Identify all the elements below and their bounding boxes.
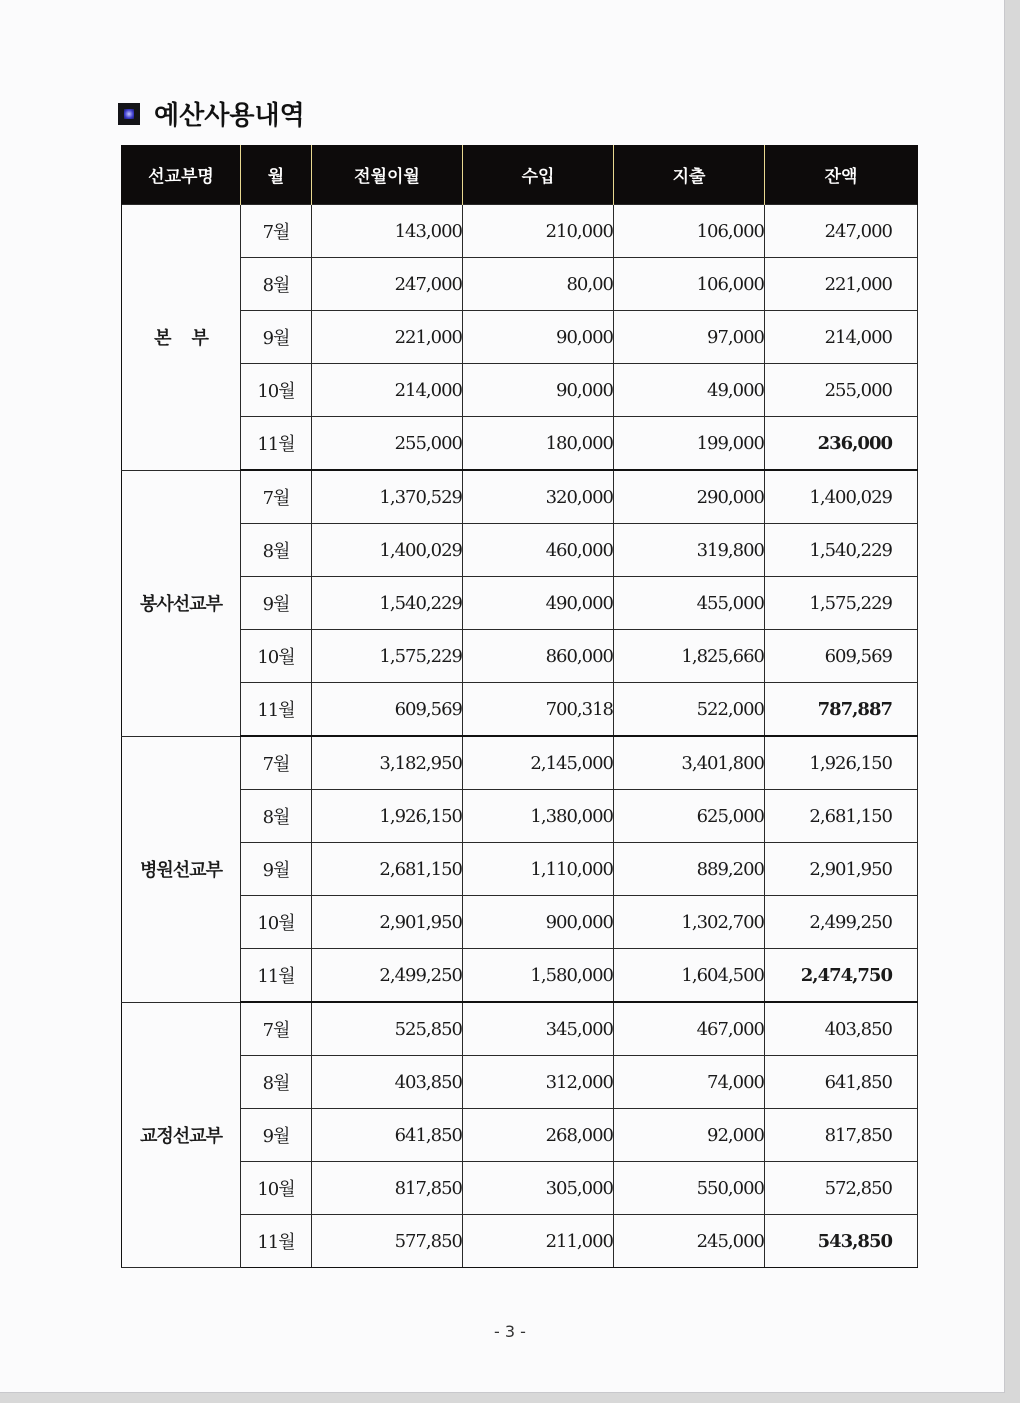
square-bullet-icon [118, 103, 140, 125]
expense-cell: 106,000 [614, 258, 765, 311]
table-row [122, 524, 918, 577]
month-cell: 7월 [241, 736, 312, 790]
table-row [122, 205, 918, 258]
table-row [122, 843, 918, 896]
month-cell: 11월 [241, 949, 312, 1003]
month-cell: 10월 [241, 630, 312, 683]
prev-carryover-cell: 1,400,029 [312, 524, 463, 577]
balance-cell: 221,000 [765, 258, 918, 311]
table-row [122, 736, 918, 790]
income-cell: 90,000 [463, 364, 614, 417]
header-prev-carryover: 전월이월 [312, 145, 463, 205]
income-cell: 1,110,000 [463, 843, 614, 896]
month-cell: 8월 [241, 258, 312, 311]
income-cell: 90,000 [463, 311, 614, 364]
balance-cell: 787,887 [765, 683, 918, 737]
table-row [122, 1002, 918, 1056]
table-row [122, 1162, 918, 1215]
dept-name-cell: 봉사선교부 [122, 470, 241, 736]
balance-cell: 2,681,150 [765, 790, 918, 843]
income-cell: 345,000 [463, 1002, 614, 1056]
table-row [122, 364, 918, 417]
table-row [122, 1109, 918, 1162]
month-cell: 10월 [241, 1162, 312, 1215]
month-cell: 11월 [241, 417, 312, 471]
prev-carryover-cell: 641,850 [312, 1109, 463, 1162]
balance-cell: 572,850 [765, 1162, 918, 1215]
income-cell: 312,000 [463, 1056, 614, 1109]
prev-carryover-cell: 525,850 [312, 1002, 463, 1056]
balance-cell: 247,000 [765, 205, 918, 258]
dept-name-cell: 병원선교부 [122, 736, 241, 1002]
balance-cell: 609,569 [765, 630, 918, 683]
income-cell: 860,000 [463, 630, 614, 683]
expense-cell: 199,000 [614, 417, 765, 471]
expense-cell: 319,800 [614, 524, 765, 577]
balance-cell: 1,540,229 [765, 524, 918, 577]
prev-carryover-cell: 1,540,229 [312, 577, 463, 630]
header-balance: 잔액 [765, 145, 918, 205]
expense-cell: 550,000 [614, 1162, 765, 1215]
table-row [122, 1215, 918, 1268]
table-row [122, 683, 918, 737]
expense-cell: 1,302,700 [614, 896, 765, 949]
header-dept: 선교부명 [122, 145, 241, 205]
month-cell: 8월 [241, 524, 312, 577]
expense-cell: 522,000 [614, 683, 765, 737]
balance-cell: 1,926,150 [765, 736, 918, 790]
month-cell: 9월 [241, 311, 312, 364]
balance-cell: 641,850 [765, 1056, 918, 1109]
dept-name-cell: 교정선교부 [122, 1002, 241, 1268]
section-heading [118, 95, 305, 132]
income-cell: 305,000 [463, 1162, 614, 1215]
budget-table [121, 145, 918, 1268]
table-row [122, 790, 918, 843]
table-body [122, 205, 918, 1268]
income-cell: 490,000 [463, 577, 614, 630]
header-month: 월 [241, 145, 312, 205]
month-cell: 7월 [241, 470, 312, 524]
month-cell: 10월 [241, 364, 312, 417]
prev-carryover-cell: 2,901,950 [312, 896, 463, 949]
income-cell: 210,000 [463, 205, 614, 258]
balance-cell: 1,400,029 [765, 470, 918, 524]
expense-cell: 74,000 [614, 1056, 765, 1109]
prev-carryover-cell: 2,681,150 [312, 843, 463, 896]
balance-cell: 817,850 [765, 1109, 918, 1162]
prev-carryover-cell: 2,499,250 [312, 949, 463, 1003]
page-title: 예산사용내역 [154, 101, 305, 131]
expense-cell: 625,000 [614, 790, 765, 843]
expense-cell: 455,000 [614, 577, 765, 630]
table-row [122, 949, 918, 1003]
expense-cell: 106,000 [614, 205, 765, 258]
month-cell: 11월 [241, 1215, 312, 1268]
income-cell: 2,145,000 [463, 736, 614, 790]
table-header-row [122, 145, 918, 205]
table-row [122, 896, 918, 949]
income-cell: 80,00 [463, 258, 614, 311]
table-row [122, 577, 918, 630]
prev-carryover-cell: 247,000 [312, 258, 463, 311]
expense-cell: 97,000 [614, 311, 765, 364]
expense-cell: 1,825,660 [614, 630, 765, 683]
expense-cell: 92,000 [614, 1109, 765, 1162]
month-cell: 10월 [241, 896, 312, 949]
prev-carryover-cell: 403,850 [312, 1056, 463, 1109]
income-cell: 268,000 [463, 1109, 614, 1162]
expense-cell: 3,401,800 [614, 736, 765, 790]
header-income: 수입 [463, 145, 614, 205]
expense-cell: 1,604,500 [614, 949, 765, 1003]
prev-carryover-cell: 3,182,950 [312, 736, 463, 790]
table-row [122, 630, 918, 683]
income-cell: 900,000 [463, 896, 614, 949]
balance-cell: 543,850 [765, 1215, 918, 1268]
header-expense: 지출 [614, 145, 765, 205]
expense-cell: 49,000 [614, 364, 765, 417]
month-cell: 8월 [241, 1056, 312, 1109]
month-cell: 7월 [241, 1002, 312, 1056]
prev-carryover-cell: 221,000 [312, 311, 463, 364]
table-row [122, 1056, 918, 1109]
table-row [122, 470, 918, 524]
income-cell: 180,000 [463, 417, 614, 471]
income-cell: 1,580,000 [463, 949, 614, 1003]
prev-carryover-cell: 817,850 [312, 1162, 463, 1215]
prev-carryover-cell: 214,000 [312, 364, 463, 417]
prev-carryover-cell: 255,000 [312, 417, 463, 471]
income-cell: 1,380,000 [463, 790, 614, 843]
balance-cell: 214,000 [765, 311, 918, 364]
prev-carryover-cell: 143,000 [312, 205, 463, 258]
table-row [122, 258, 918, 311]
prev-carryover-cell: 1,926,150 [312, 790, 463, 843]
month-cell: 8월 [241, 790, 312, 843]
income-cell: 320,000 [463, 470, 614, 524]
month-cell: 9월 [241, 843, 312, 896]
prev-carryover-cell: 577,850 [312, 1215, 463, 1268]
balance-cell: 2,474,750 [765, 949, 918, 1003]
balance-cell: 236,000 [765, 417, 918, 471]
balance-cell: 2,499,250 [765, 896, 918, 949]
month-cell: 9월 [241, 577, 312, 630]
month-cell: 9월 [241, 1109, 312, 1162]
expense-cell: 467,000 [614, 1002, 765, 1056]
balance-cell: 1,575,229 [765, 577, 918, 630]
table-row [122, 417, 918, 471]
month-cell: 7월 [241, 205, 312, 258]
balance-cell: 2,901,950 [765, 843, 918, 896]
balance-cell: 403,850 [765, 1002, 918, 1056]
prev-carryover-cell: 1,575,229 [312, 630, 463, 683]
prev-carryover-cell: 609,569 [312, 683, 463, 737]
month-cell: 11월 [241, 683, 312, 737]
income-cell: 460,000 [463, 524, 614, 577]
expense-cell: 889,200 [614, 843, 765, 896]
prev-carryover-cell: 1,370,529 [312, 470, 463, 524]
balance-cell: 255,000 [765, 364, 918, 417]
income-cell: 700,318 [463, 683, 614, 737]
expense-cell: 245,000 [614, 1215, 765, 1268]
income-cell: 211,000 [463, 1215, 614, 1268]
table-row [122, 311, 918, 364]
page-number: - 3 - [494, 1322, 526, 1341]
dept-name-cell: 본 부 [122, 205, 241, 471]
expense-cell: 290,000 [614, 470, 765, 524]
